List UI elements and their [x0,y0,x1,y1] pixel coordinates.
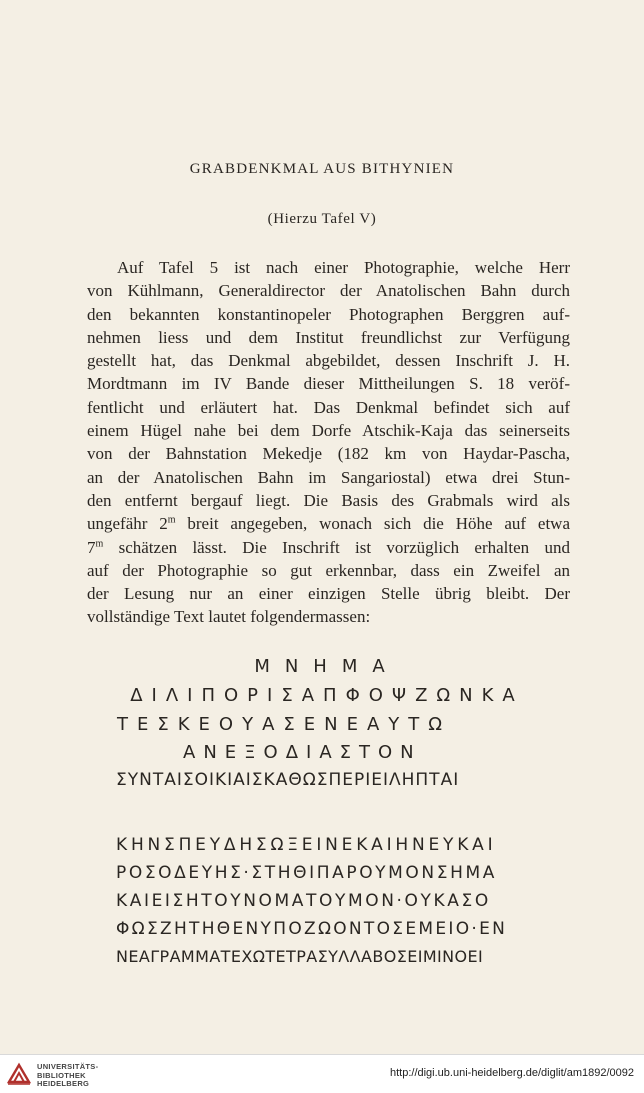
text-line: der Lesung nur an einer einzigen Stelle übrig bleibt. Der [87,584,570,604]
superscript-unit: m [95,537,104,549]
text-line: von Kühlmann, Generaldirector der Anatolischen Bahn durch [87,281,570,301]
inscription-line: ΔΙΛΙΠΟΡΙΣΑΠΦΟΨΖΩΝΚΑ [130,685,524,706]
text-line: ungefähr 2$^m$ breit angegeben, wonach sich die Höhe auf etwa [87,514,570,534]
inscription-line: ΡΟΣΟΔΕΥΗΣ·ΣΤΗΘΙΠΑΡΟΥΜΟΝΣΗΜΑ [116,863,497,883]
text-line: den entfernt bergauf liegt. Die Basis des Grabmals wird als [87,490,570,510]
text-line: von der Bahnstation Mekedje (182 km von Haydar-Pascha, [87,444,570,464]
text-line: gestellt hat, das Denkmal abgebildet, dessen Inschrift J. H. [87,351,570,371]
text-line: 7$^m$ schätzen lässt. Die Inschrift ist vorzüglich erhalten und [87,537,570,557]
text-line: nehmen liess und dem Institut freundlichst zur Verfügung [87,327,570,347]
text-line: fentlicht und erläutert hat. Das Denkmal befindet sich auf [87,397,570,417]
inscription-line: ΑΝΕΞΟΔΙΑΣΤΟΝ [183,742,422,763]
text-line: einem Hügel nahe bei dem Dorfe Atschik-Kaja das seinerseits [87,421,570,441]
inscription-line: ΦΩΣΖΗΤΗΘΕΝΥΠΟΖΩΟΝΤΟΣΕΜΕΙΟ·ΕΝ [116,919,508,939]
text-line: Mordtmann im IV Bande dieser Mittheilungen S. 18 veröf- [87,374,570,394]
superscript-unit: m [167,514,176,526]
article-subtitle: (Hierzu Tafel V) [267,211,377,227]
article-title: GRABDENKMAL AUS BITHYNIEN [189,161,455,177]
digitization-footer [0,1054,644,1093]
permalink-link[interactable]: http://digi.ub.uni-heidelberg.de/diglit/am1892/0092 [389,1067,634,1079]
text-line: den bekannten konstantinopeler Photographen Berggren auf- [87,304,570,324]
inscription-line: ΜΝΗΜΑ [254,656,400,677]
body-paragraph [87,256,570,629]
inscription-line: ΣΥΝΤΑΙΣΟΙΚΙΑΙΣΚΑΘΩΣΠΕΡΙΕΙΛΗΠΤΑΙ [116,770,460,790]
text-line: auf der Photographie so gut erkennbar, dass ein Zweifel an [87,560,570,580]
inscription-line: ΚΗΝΣΠΕΥΔΗΣΩΞΕΙΝΕΚΑΙΗΝΕΥΚΑΙ [116,835,497,855]
library-name: UNIVERSITÄTS- BIBLIOTHEK HEIDELBERG [37,1062,99,1088]
university-library-logo-icon [6,1061,32,1087]
inscription-line: ΚΑΙΕΙΣΗΤΟΥΝΟΜΑΤΟΥΜΟΝ·ΟΥΚΑΣΟ [116,891,491,911]
text-line: Auf Tafel 5 ist nach einer Photographie, welche Herr [117,258,570,277]
text-line: an der Anatolischen Bahn im Sangariostal) etwa drei Stun- [87,467,570,487]
inscription-line: ΝΕΑΓΡΑΜΜΑΤΕΧΩΤΕΤΡΑΣΥΛΛΑΒΟΣΕΙΜΙΝΟΕΙ [116,947,484,966]
text-line: vollständige Text lautet folgendermassen: [87,607,371,627]
inscription-line: ΤΕΣΚΕΟΥΑΣΕΝΕΑΥΤΩ [117,714,452,735]
